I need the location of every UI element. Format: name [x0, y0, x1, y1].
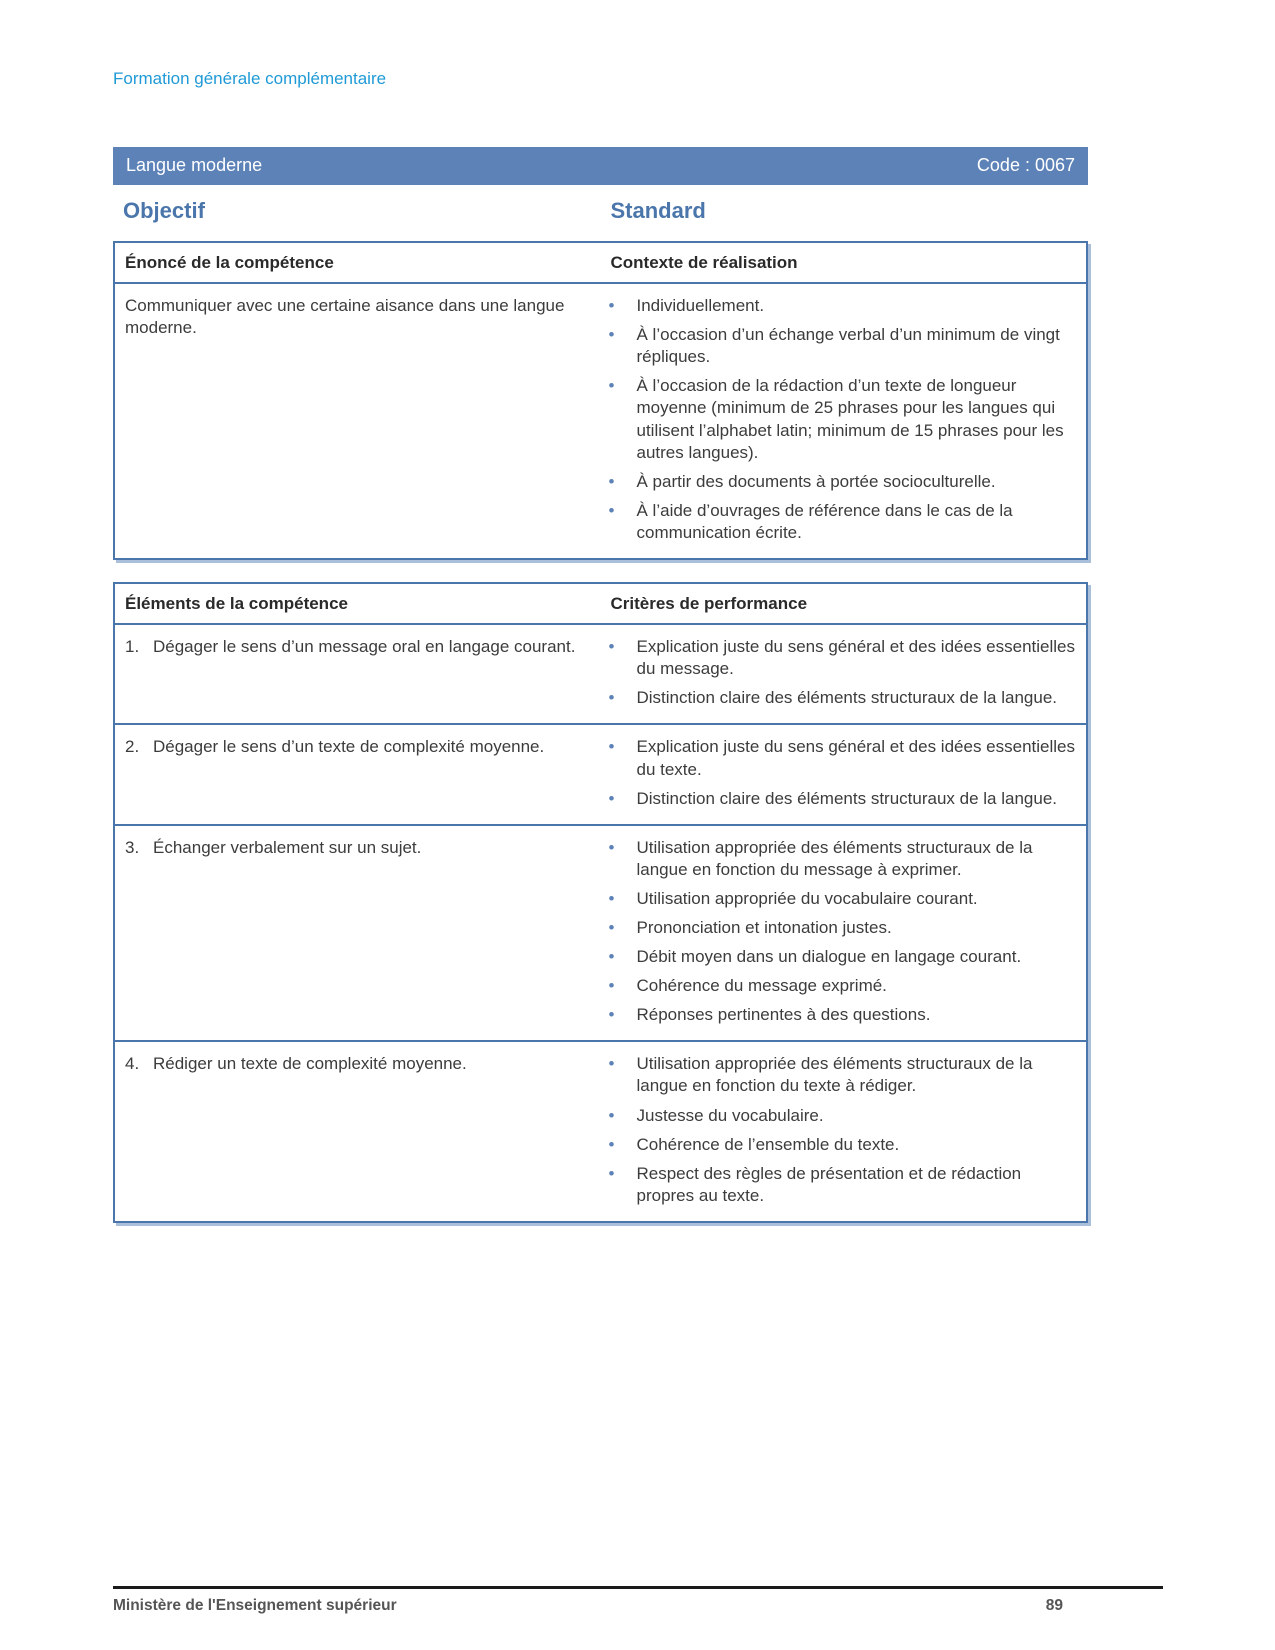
- bullet-text: Prononciation et intonation justes.: [636, 917, 892, 937]
- bullet-icon: •: [608, 917, 615, 937]
- bullet-text: Explication juste du sens général et des idées essentielles du message.: [636, 637, 1075, 679]
- bullet-icon: •: [608, 737, 615, 757]
- bullet-icon: •: [608, 325, 615, 345]
- list-item: [601, 946, 1081, 968]
- list-item: [601, 636, 1081, 680]
- bullet-text: Utilisation appropriée des éléments structuraux de la langue en fonction du message à exprimer.: [636, 837, 1033, 879]
- bullet-text: Cohérence du message exprimé.: [636, 976, 887, 996]
- bullet-text: Cohérence de l’ensemble du texte.: [636, 1134, 900, 1154]
- bullet-icon: •: [608, 888, 615, 908]
- element-cell: [115, 625, 601, 723]
- bullet-icon: •: [608, 1134, 615, 1154]
- element-cell: [115, 1042, 601, 1221]
- bullet-text: Utilisation appropriée du vocabulaire courant.: [636, 888, 978, 908]
- element-number: 1.: [125, 637, 140, 657]
- list-item: [601, 375, 1081, 463]
- elements-table-header: [115, 584, 1086, 625]
- bullet-icon: •: [608, 1054, 615, 1074]
- standard-heading: Standard: [610, 198, 706, 223]
- bullet-icon: •: [608, 500, 615, 520]
- bullet-text: Respect des règles de présentation et de rédaction propres au texte.: [636, 1163, 1022, 1205]
- element-item: [125, 837, 591, 859]
- title-bar-code: Code : 0067: [976, 155, 1075, 176]
- list-item: [601, 500, 1081, 544]
- bullet-icon: •: [608, 1105, 615, 1125]
- element-text: Rédiger un texte de complexité moyenne.: [153, 1054, 467, 1074]
- bullet-text: Justesse du vocabulaire.: [636, 1105, 824, 1125]
- footer-ministry-label: Ministère de l'Enseignement supérieur: [113, 1597, 397, 1614]
- tables-container: [113, 241, 1088, 1245]
- competence-table-header: [115, 243, 1086, 284]
- bullet-icon: •: [608, 376, 615, 396]
- list-item: [601, 975, 1081, 997]
- list-item: [601, 295, 1081, 317]
- criteria-cell: [601, 725, 1087, 823]
- element-text: Dégager le sens d’un texte de complexité moyenne.: [153, 737, 545, 757]
- element-text: Échanger verbalement sur un sujet.: [153, 837, 422, 857]
- elements-table: [113, 582, 1088, 1223]
- table-row: [115, 824, 1086, 1041]
- bullet-text: À l’occasion de la rédaction d’un texte de longueur moyenne (minimum de 25 phrases pour les langues qui utilisent l’alphabet latin; minimum de 15 phrases pour les autres langues).: [636, 376, 1064, 462]
- bullet-text: Distinction claire des éléments structuraux de la langue.: [636, 688, 1057, 708]
- bullet-text: Utilisation appropriée des éléments structuraux de la langue en fonction du texte à rédiger.: [636, 1054, 1033, 1096]
- list-item: [601, 917, 1081, 939]
- competence-statement: Communiquer avec une certaine aisance dans une langue moderne.: [125, 296, 565, 338]
- element-cell: [115, 826, 601, 1041]
- list-item: [601, 1105, 1081, 1127]
- list-item: [601, 1053, 1081, 1097]
- bullet-text: Individuellement.: [636, 296, 765, 316]
- list-item: [601, 471, 1081, 493]
- bullet-icon: •: [608, 637, 615, 657]
- list-item: [601, 837, 1081, 881]
- elements-header-right: Critères de performance: [610, 594, 808, 614]
- criteria-cell: [601, 826, 1087, 1041]
- table-row: [115, 1040, 1086, 1221]
- list-item: [601, 888, 1081, 910]
- bullet-text: Réponses pertinentes à des questions.: [636, 1005, 931, 1025]
- competence-header-right: Contexte de réalisation: [610, 253, 798, 272]
- element-item: [125, 636, 591, 658]
- footer-page-number: 89: [1045, 1597, 1063, 1614]
- criteria-cell: [601, 1042, 1087, 1221]
- bullet-icon: •: [608, 837, 615, 857]
- objectif-heading: Objectif: [123, 198, 205, 223]
- element-text: Dégager le sens d’un message oral en langage courant.: [153, 637, 576, 657]
- section-headings: [113, 197, 1088, 226]
- competence-header-left: Énoncé de la compétence: [125, 253, 334, 272]
- bullet-icon: •: [608, 947, 615, 967]
- bullet-icon: •: [608, 296, 615, 316]
- bullet-text: Débit moyen dans un dialogue en langage courant.: [636, 947, 1022, 967]
- table-row: [115, 284, 1086, 558]
- bullet-text: Distinction claire des éléments structuraux de la langue.: [636, 788, 1057, 808]
- title-bar: [113, 147, 1088, 185]
- criteria-cell: [601, 625, 1087, 723]
- bullet-text: À l’aide d’ouvrages de référence dans le cas de la communication écrite.: [636, 500, 1013, 542]
- bullet-icon: •: [608, 1163, 615, 1183]
- bullet-icon: •: [608, 976, 615, 996]
- competence-statement-cell: [115, 284, 601, 558]
- element-number: 4.: [125, 1054, 140, 1074]
- element-number: 2.: [125, 737, 140, 757]
- context-cell: [601, 284, 1087, 558]
- list-item: [601, 324, 1081, 368]
- element-item: [125, 1053, 591, 1075]
- bullet-icon: •: [608, 1005, 615, 1025]
- list-item: [601, 687, 1081, 709]
- page-footer: [113, 1596, 1063, 1616]
- bullet-icon: •: [608, 688, 615, 708]
- bullet-icon: •: [608, 471, 615, 491]
- element-item: [125, 736, 591, 758]
- list-item: [601, 1004, 1081, 1026]
- element-number: 3.: [125, 837, 140, 857]
- bullet-icon: •: [608, 788, 615, 808]
- bullet-text: À l’occasion d’un échange verbal d’un minimum de vingt répliques.: [636, 325, 1060, 367]
- elements-header-left: Éléments de la compétence: [125, 594, 348, 614]
- page-top-label: Formation générale complémentaire: [113, 69, 387, 88]
- bullet-text: Explication juste du sens général et des idées essentielles du texte.: [636, 737, 1075, 779]
- title-bar-label: Langue moderne: [126, 155, 263, 176]
- list-item: [601, 1134, 1081, 1156]
- competence-table: [113, 241, 1088, 560]
- list-item: [601, 736, 1081, 780]
- table-row: [115, 723, 1086, 823]
- list-item: [601, 788, 1081, 810]
- footer-divider: [113, 1586, 1163, 1589]
- bullet-text: À partir des documents à portée socioculturelle.: [636, 471, 996, 491]
- table-row: [115, 625, 1086, 723]
- list-item: [601, 1163, 1081, 1207]
- element-cell: [115, 725, 601, 823]
